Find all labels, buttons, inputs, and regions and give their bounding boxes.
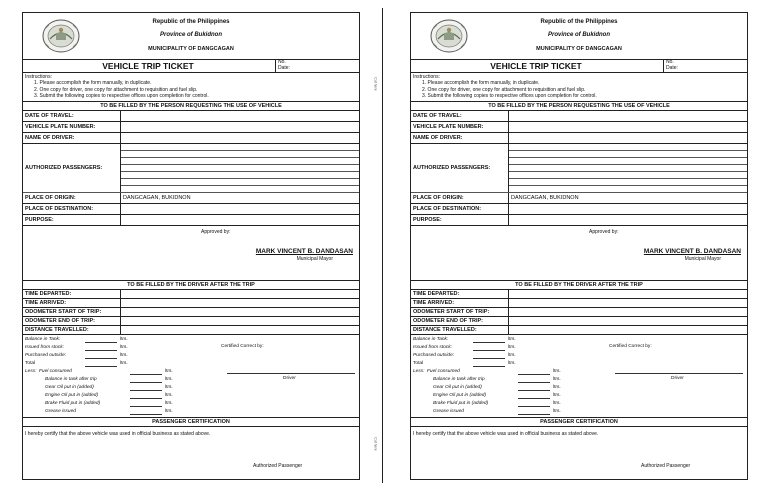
- passengers-block: [411, 144, 747, 193]
- authorized-passenger-label: Authorized Passenger: [641, 462, 691, 469]
- certification-block: [23, 427, 359, 479]
- time-arrived-field[interactable]: [509, 298, 748, 307]
- passenger-line[interactable]: [509, 185, 748, 192]
- destination-label: PLACE OF DESTINATION:: [411, 203, 509, 214]
- certified-label: Certified Correct by:: [221, 343, 264, 349]
- number-date-box: [663, 60, 747, 72]
- less-label: Less:: [413, 368, 425, 374]
- issued-label: Issued from stock:: [25, 344, 64, 350]
- gear-oil-line[interactable]: [518, 384, 550, 391]
- place-fields: [23, 193, 359, 226]
- cut-label-top: Cut here: [373, 77, 378, 91]
- engine-oil-line[interactable]: [130, 392, 162, 399]
- date-of-travel-field[interactable]: [121, 111, 360, 122]
- certified-label: Certified Correct by:: [609, 343, 652, 349]
- balance-label: Balance in Tank:: [413, 336, 449, 342]
- consumed-label: Fuel consumed: [427, 368, 460, 374]
- instruction-item: 3. Submit the following copies to respective offices upon completion for control.: [422, 93, 597, 100]
- purchased-line[interactable]: [473, 352, 505, 359]
- time-arrived-label: TIME ARRIVED:: [411, 298, 509, 307]
- purchased-label: Purchased outside:: [413, 352, 455, 358]
- balance-after-line[interactable]: [130, 376, 162, 383]
- destination-field[interactable]: [121, 203, 360, 214]
- unit-label: ltrs.: [165, 376, 173, 382]
- gear-oil-line[interactable]: [130, 384, 162, 391]
- driver-name-field[interactable]: [121, 132, 360, 143]
- unit-label: ltrs.: [120, 336, 128, 342]
- place-fields: [411, 193, 747, 226]
- driver-signature-line[interactable]: [615, 373, 743, 374]
- driver-fields: [23, 290, 359, 335]
- cut-label-bottom: Cut here: [373, 437, 378, 451]
- issued-label: Issued from stock:: [413, 344, 452, 350]
- unit-label: ltrs.: [508, 360, 516, 366]
- unit-label: ltrs.: [508, 352, 516, 358]
- total-line[interactable]: [473, 360, 505, 367]
- approval-block: [411, 226, 747, 281]
- form-header: [411, 13, 747, 60]
- fuel-block: [23, 335, 359, 418]
- unit-label: ltrs.: [120, 360, 128, 366]
- consumed-line[interactable]: [518, 368, 550, 375]
- total-label: Total: [413, 360, 424, 366]
- unit-label: ltrs.: [165, 400, 173, 406]
- driver-name-field[interactable]: [509, 132, 748, 143]
- number-label: No.: [666, 59, 674, 65]
- total-label: Total: [25, 360, 36, 366]
- unit-label: ltrs.: [165, 392, 173, 398]
- approved-by-label: Approved by:: [589, 228, 619, 235]
- grease-line[interactable]: [518, 408, 550, 415]
- requester-fields: [23, 111, 359, 144]
- purpose-field[interactable]: [509, 214, 748, 225]
- passenger-line[interactable]: [509, 178, 748, 185]
- passenger-line[interactable]: [509, 150, 748, 157]
- form-title: VEHICLE TRIP TICKET: [102, 61, 194, 71]
- section-passenger-heading: PASSENGER CERTIFICATION: [23, 418, 359, 427]
- header-municipality: MUNICIPALITY OF DANGCAGAN: [536, 46, 622, 52]
- instruction-item: 2. One copy for driver, one copy for attachment to requisition and fuel slip.: [422, 86, 586, 93]
- certification-block: [411, 427, 747, 479]
- date-of-travel-label: DATE OF TRAVEL:: [411, 111, 509, 122]
- certification-text: I hereby certify that the above vehicle was used in official business as stated above.: [25, 430, 211, 437]
- less-label: Less:: [25, 368, 37, 374]
- origin-label: PLACE OF ORIGIN:: [411, 193, 509, 204]
- odometer-start-field[interactable]: [509, 307, 748, 316]
- odometer-end-label: ODOMETER END OF TRIP:: [23, 316, 121, 325]
- unit-label: ltrs.: [508, 336, 516, 342]
- passenger-line[interactable]: [509, 164, 748, 171]
- section-driver-heading: TO BE FILLED BY THE DRIVER AFTER THE TRIP: [411, 281, 747, 290]
- origin-label: PLACE OF ORIGIN:: [23, 193, 121, 204]
- authorized-passenger-label: Authorized Passenger: [253, 462, 303, 469]
- passenger-line[interactable]: [509, 157, 748, 164]
- passengers-label: AUTHORIZED PASSENGERS:: [23, 144, 121, 193]
- origin-value[interactable]: DANGCAGAN, BUKIDNON: [121, 193, 360, 204]
- time-departed-label: TIME DEPARTED:: [411, 290, 509, 299]
- instruction-item: 1. Please accomplish the form manually, in duplicate.: [422, 80, 540, 87]
- passenger-line[interactable]: [121, 150, 360, 157]
- unit-label: ltrs.: [120, 344, 128, 350]
- distance-field[interactable]: [121, 325, 360, 334]
- odometer-end-field[interactable]: [121, 316, 360, 325]
- instruction-item: 1. Please accomplish the form manually, in duplicate.: [34, 80, 152, 87]
- cut-line: [382, 8, 383, 483]
- balance-after-line[interactable]: [518, 376, 550, 383]
- time-departed-label: TIME DEPARTED:: [23, 290, 121, 299]
- balance-after-label: Balance in tank after trip: [45, 376, 97, 382]
- ticket-form: [410, 12, 748, 480]
- date-of-travel-field[interactable]: [509, 111, 748, 122]
- form-title: VEHICLE TRIP TICKET: [490, 61, 582, 71]
- driver-fields: [411, 290, 747, 335]
- time-arrived-label: TIME ARRIVED:: [23, 298, 121, 307]
- balance-line[interactable]: [85, 336, 117, 343]
- grease-label: Grease issued: [433, 408, 464, 414]
- consumed-label: Fuel consumed: [39, 368, 72, 374]
- passenger-line[interactable]: [121, 171, 360, 178]
- passenger-line[interactable]: [121, 185, 360, 192]
- odometer-start-field[interactable]: [121, 307, 360, 316]
- unit-label: ltrs.: [553, 384, 561, 390]
- passengers-label: AUTHORIZED PASSENGERS:: [411, 144, 509, 193]
- odometer-end-label: ODOMETER END OF TRIP:: [411, 316, 509, 325]
- unit-label: ltrs.: [165, 384, 173, 390]
- requester-fields: [411, 111, 747, 144]
- balance-line[interactable]: [473, 336, 505, 343]
- date-of-travel-label: DATE OF TRAVEL:: [23, 111, 121, 122]
- approved-by-label: Approved by:: [201, 228, 231, 235]
- balance-label: Balance in Tank:: [25, 336, 61, 342]
- instructions-label: Instructions:: [413, 74, 440, 80]
- header-province: Province of Bukidnon: [547, 32, 610, 38]
- number-label: No.: [278, 59, 286, 65]
- plate-number-field[interactable]: [509, 121, 748, 132]
- number-date-box: [275, 60, 359, 72]
- unit-label: ltrs.: [165, 368, 173, 374]
- passenger-line[interactable]: [121, 157, 360, 164]
- unit-label: ltrs.: [553, 400, 561, 406]
- destination-label: PLACE OF DESTINATION:: [23, 203, 121, 214]
- plate-number-field[interactable]: [121, 121, 360, 132]
- approval-block: [23, 226, 359, 281]
- issued-line[interactable]: [85, 344, 117, 351]
- instructions-label: Instructions:: [25, 74, 52, 80]
- section-requester-heading: TO BE FILLED BY THE PERSON REQUESTING THE USE OF VEHICLE: [23, 102, 359, 111]
- driver-name-label: NAME OF DRIVER:: [23, 132, 121, 143]
- distance-label: DISTANCE TRAVELLED:: [411, 325, 509, 334]
- section-passenger-heading: PASSENGER CERTIFICATION: [411, 418, 747, 427]
- ticket-copy-right: [410, 12, 748, 495]
- grease-label: Grease issued: [45, 408, 76, 414]
- time-departed-field[interactable]: [121, 290, 360, 299]
- engine-oil-label: Engine Oil put in (added): [45, 392, 99, 398]
- purpose-label: PURPOSE:: [23, 214, 121, 225]
- issued-line[interactable]: [473, 344, 505, 351]
- unit-label: ltrs.: [553, 376, 561, 382]
- approver-name: MARK VINCENT B. DANDASAN: [643, 247, 741, 255]
- approver-position: Municipal Mayor: [684, 255, 721, 262]
- instructions: [23, 73, 359, 102]
- fuel-block: [411, 335, 747, 418]
- total-line[interactable]: [85, 360, 117, 367]
- grease-line[interactable]: [130, 408, 162, 415]
- title-row: [23, 60, 359, 73]
- header-municipality: MUNICIPALITY OF DANGCAGAN: [148, 46, 234, 52]
- brake-fluid-label: Brake Fluid put in (added): [433, 400, 489, 406]
- header-republic: Republic of the Philippines: [152, 19, 230, 25]
- unit-label: ltrs.: [508, 344, 516, 350]
- form-header: [23, 13, 359, 60]
- time-arrived-field[interactable]: [121, 298, 360, 307]
- date-label: Date:: [666, 64, 678, 71]
- driver-label: Driver: [671, 375, 684, 381]
- driver-signature-line[interactable]: [227, 373, 355, 374]
- title-row: [411, 60, 747, 73]
- header-republic: Republic of the Philippines: [540, 19, 618, 25]
- purchased-line[interactable]: [85, 352, 117, 359]
- header-province: Province of Bukidnon: [159, 32, 222, 38]
- balance-after-label: Balance in tank after trip: [433, 376, 485, 382]
- approver-position: Municipal Mayor: [296, 255, 333, 262]
- ticket-copy-left: [22, 12, 360, 495]
- section-requester-heading: TO BE FILLED BY THE PERSON REQUESTING THE USE OF VEHICLE: [411, 102, 747, 111]
- unit-label: ltrs.: [165, 408, 173, 414]
- instruction-item: 3. Submit the following copies to respective offices upon completion for control.: [34, 93, 209, 100]
- instruction-item: 2. One copy for driver, one copy for attachment to requisition and fuel slip.: [34, 86, 198, 93]
- gear-oil-label: Gear Oil put in (added): [45, 384, 94, 390]
- time-departed-field[interactable]: [509, 290, 748, 299]
- brake-fluid-line[interactable]: [518, 400, 550, 407]
- unit-label: ltrs.: [120, 352, 128, 358]
- instructions: [411, 73, 747, 102]
- distance-label: DISTANCE TRAVELLED:: [23, 325, 121, 334]
- passenger-line[interactable]: [121, 164, 360, 171]
- destination-field[interactable]: [509, 203, 748, 214]
- purchased-label: Purchased outside:: [25, 352, 67, 358]
- date-label: Date:: [278, 64, 290, 71]
- brake-fluid-label: Brake Fluid put in (added): [45, 400, 101, 406]
- odometer-start-label: ODOMETER START OF TRIP:: [411, 307, 509, 316]
- brake-fluid-line[interactable]: [130, 400, 162, 407]
- consumed-line[interactable]: [130, 368, 162, 375]
- section-driver-heading: TO BE FILLED BY THE DRIVER AFTER THE TRIP: [23, 281, 359, 290]
- unit-label: ltrs.: [553, 368, 561, 374]
- plate-number-label: VEHICLE PLATE NUMBER:: [411, 121, 509, 132]
- gear-oil-label: Gear Oil put in (added): [433, 384, 482, 390]
- odometer-end-field[interactable]: [509, 316, 748, 325]
- engine-oil-label: Engine Oil put in (added): [433, 392, 487, 398]
- ticket-form: [22, 12, 360, 480]
- engine-oil-line[interactable]: [518, 392, 550, 399]
- purpose-label: PURPOSE:: [411, 214, 509, 225]
- passenger-line[interactable]: [509, 171, 748, 178]
- passengers-block: [23, 144, 359, 193]
- certification-text: I hereby certify that the above vehicle was used in official business as stated above.: [413, 430, 599, 437]
- unit-label: ltrs.: [553, 408, 561, 414]
- distance-field[interactable]: [509, 325, 748, 334]
- origin-value[interactable]: DANGCAGAN, BUKIDNON: [509, 193, 748, 204]
- passenger-line[interactable]: [121, 178, 360, 185]
- driver-name-label: NAME OF DRIVER:: [411, 132, 509, 143]
- purpose-field[interactable]: [121, 214, 360, 225]
- driver-label: Driver: [283, 375, 296, 381]
- unit-label: ltrs.: [553, 392, 561, 398]
- odometer-start-label: ODOMETER START OF TRIP:: [23, 307, 121, 316]
- approver-name: MARK VINCENT B. DANDASAN: [255, 247, 353, 255]
- plate-number-label: VEHICLE PLATE NUMBER:: [23, 121, 121, 132]
